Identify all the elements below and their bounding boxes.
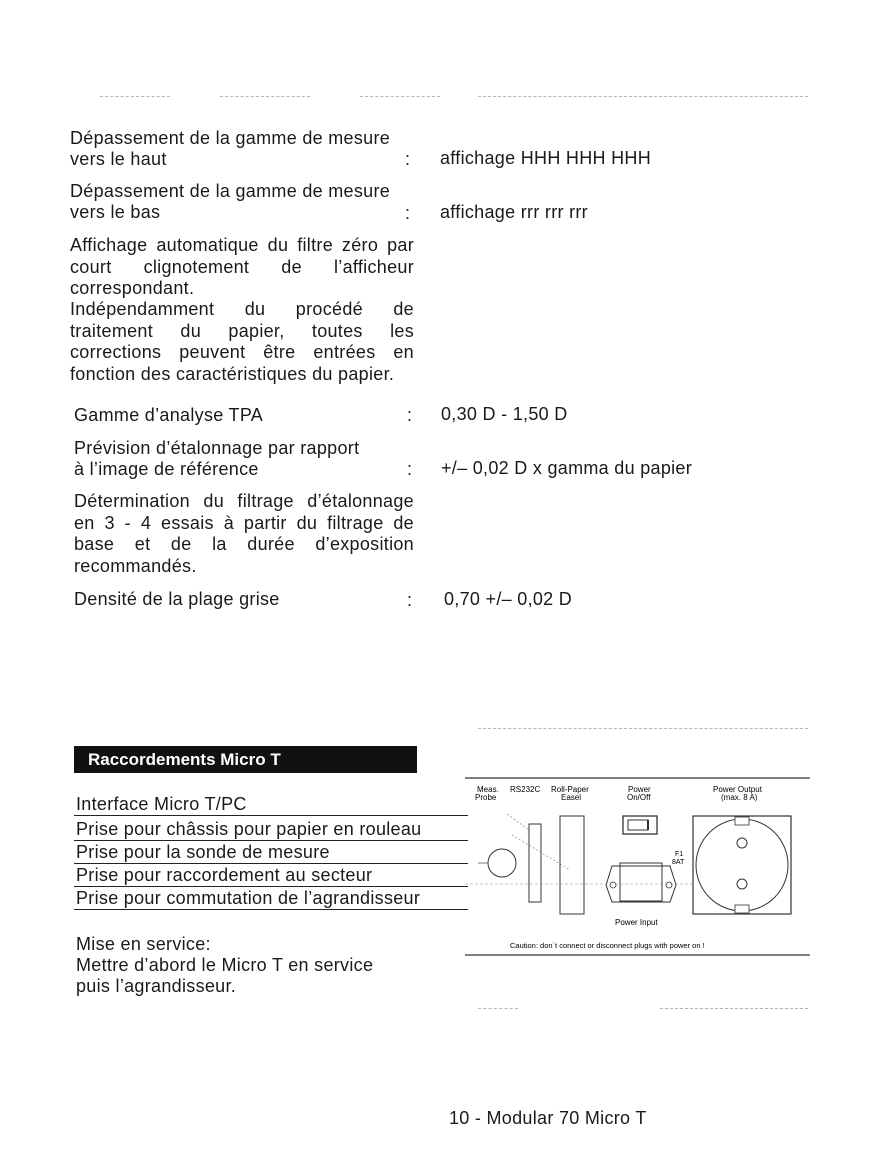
label-roll-paper: Roll-Paper: [551, 785, 589, 794]
label-max: (max. 8 A): [721, 793, 758, 802]
easel-port: [560, 816, 584, 914]
mise-line-1: Mettre d’abord le Micro T en service: [76, 955, 374, 975]
colon: :: [405, 203, 411, 223]
list-item-roll-paper: Prise pour châssis pour papier en rouleau: [76, 819, 422, 839]
range-low-label-1: Dépassement de la gamme de mesure: [70, 181, 391, 201]
tpa-label: Gamme d’analyse TPA: [74, 405, 264, 425]
colon: :: [405, 149, 411, 169]
label-rs232c: RS232C: [510, 785, 541, 794]
colon: :: [407, 405, 413, 425]
densite-label: Densité de la plage grise: [74, 589, 280, 609]
colon: :: [407, 590, 413, 610]
caution-text: Caution: don´t connect or disconnect plugs with power on !: [510, 941, 705, 950]
list-rule: [74, 815, 468, 816]
label-fuse: 8AT: [672, 859, 685, 866]
label-meas: Meas.: [477, 785, 499, 794]
range-low-value: affichage rrr rrr rrr: [440, 202, 588, 222]
top-rule-4: [478, 96, 808, 97]
list-item-probe: Prise pour la sonde de mesure: [76, 842, 330, 862]
section-rule: [478, 728, 808, 729]
section-heading: Raccordements Micro T: [74, 746, 417, 773]
bottom-rule-2: [660, 1008, 808, 1009]
top-rule-3: [360, 96, 440, 97]
list-rule: [74, 909, 468, 910]
densite-value: 0,70 +/– 0,02 D: [444, 589, 573, 609]
top-rule-1: [100, 96, 170, 97]
para-independent: Indépendamment du procédé de traitement du papier, toutes les corrections peuvent être entrées en fonction des caractéristiques du papier.: [70, 299, 414, 384]
label-onoff: On/Off: [627, 793, 651, 802]
label-f1: F1: [675, 851, 684, 858]
determination-para: Détermination du filtrage d’étalonnage en 3 - 4 essais à partir du filtrage de base et de la durée d’exposition recommandés.: [74, 491, 414, 576]
bottom-rule-1: [478, 1008, 518, 1009]
label-easel: Easel: [561, 793, 582, 802]
label-probe: Probe: [475, 793, 497, 802]
interface-label: Interface Micro T/PC: [76, 794, 247, 814]
mise-title: Mise en service:: [76, 934, 211, 954]
probe-socket: [488, 849, 516, 877]
label-power-input: Power Input: [615, 918, 658, 927]
range-high-value: affichage HHH HHH HHH: [440, 148, 652, 168]
top-rule-2: [220, 96, 310, 97]
label-power-output: Power Output: [713, 785, 762, 794]
range-high-label-1: Dépassement de la gamme de mesure: [70, 128, 391, 148]
list-item-mains: Prise pour raccordement au secteur: [76, 865, 373, 885]
list-rule: [74, 863, 468, 864]
prevision-label-1: Prévision d’étalonnage par rapport: [74, 438, 360, 458]
list-rule: [74, 886, 468, 887]
rear-panel-diagram: [460, 770, 812, 970]
label-power: Power: [628, 785, 651, 794]
range-high-label-2: vers le haut: [70, 149, 167, 169]
rs232c-port: [529, 824, 541, 902]
prevision-value: +/– 0,02 D x gamma du papier: [441, 458, 693, 478]
colon: :: [407, 459, 413, 479]
list-item-enlarger: Prise pour commutation de l’agrandisseur: [76, 888, 421, 908]
mise-line-2: puis l’agrandisseur.: [76, 976, 237, 996]
prevision-label-2: à l’image de référence: [74, 459, 259, 479]
page-footer: 10 - Modular 70 Micro T: [449, 1108, 647, 1128]
range-low-label-2: vers le bas: [70, 202, 161, 222]
power-output-socket: [693, 816, 791, 914]
para-auto-display: Affichage automatique du filtre zéro par court clignotement de l’afficheur correspondant.: [70, 235, 414, 298]
tpa-value: 0,30 D - 1,50 D: [441, 404, 568, 424]
list-rule: [74, 840, 468, 841]
